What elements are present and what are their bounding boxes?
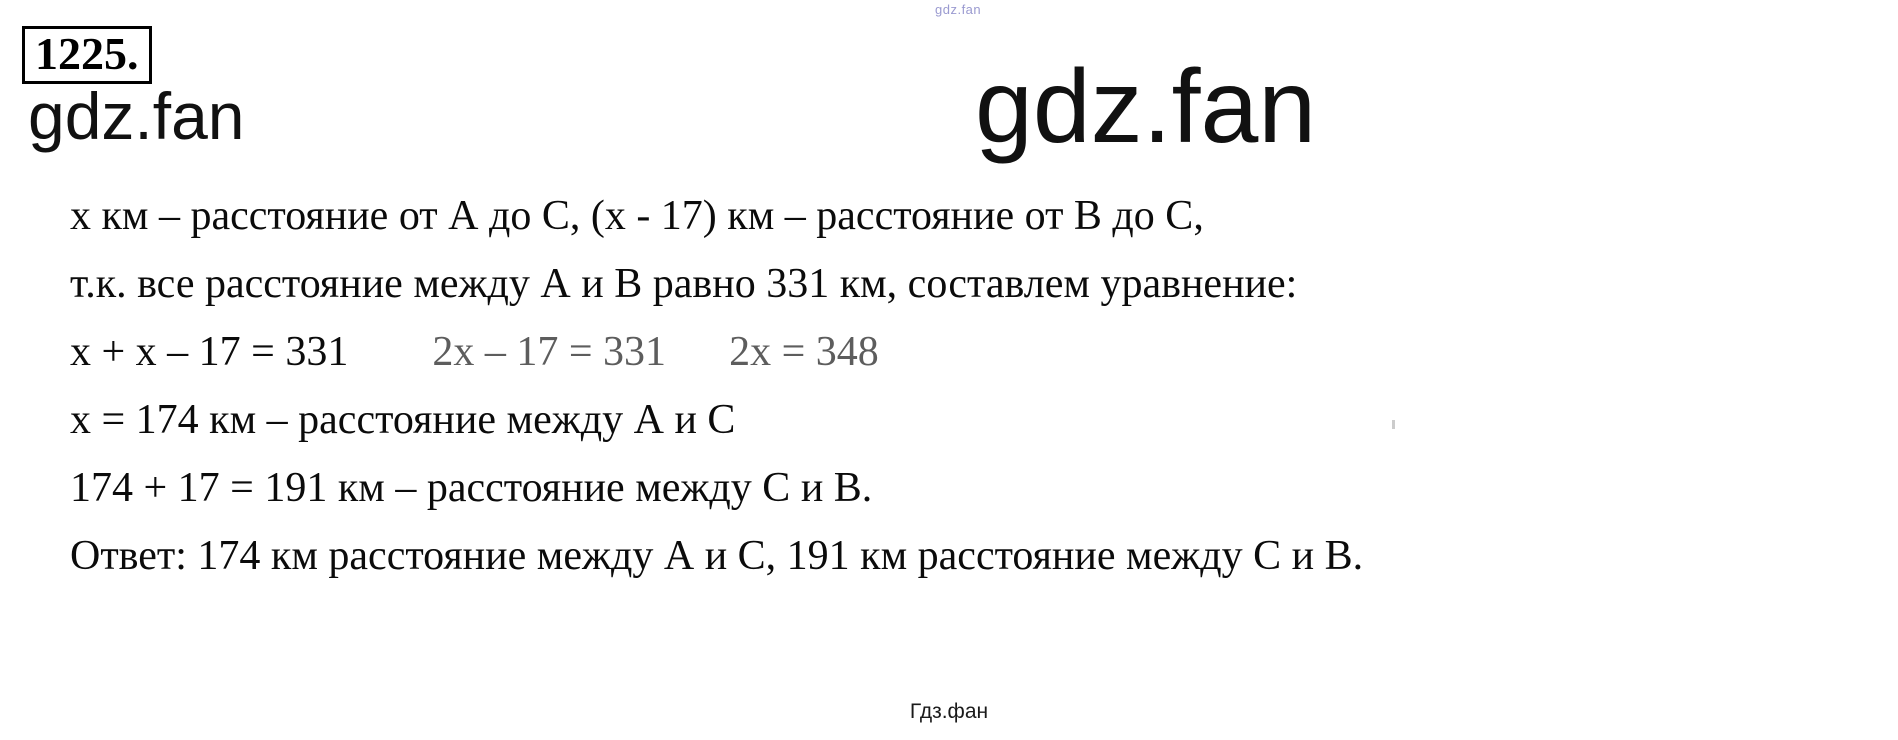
- equation-part-1: x + x – 17 = 331: [70, 329, 349, 375]
- solution-equation-line: [70, 318, 1890, 386]
- watermark-top-icon: gdz.fan: [935, 2, 982, 17]
- solution-line-1: x км – расстояние от А до С, (х - 17) км – расстояние от В до С,: [70, 193, 1204, 239]
- solution-line-4: 174 + 17 = 191 км – расстояние между С и В.: [70, 465, 873, 511]
- watermark-left-icon: gdz.fan: [28, 79, 245, 153]
- equation-gap-1: [348, 329, 432, 375]
- solution-line-3: x = 174 км – расстояние между А и С: [70, 397, 736, 443]
- solution-answer-line: Ответ: 174 км расстояние между А и С, 191 км расстояние между С и В.: [70, 533, 1364, 579]
- scan-speck-icon: [1392, 420, 1395, 429]
- equation-part-2: 2x – 17 = 331: [432, 329, 667, 375]
- exercise-number-badge: 1225.: [22, 26, 152, 84]
- page-footer: Гдз.фан: [909, 700, 989, 723]
- equation-gap-2: [666, 329, 729, 375]
- solution-body: [70, 182, 1890, 590]
- watermark-right-icon: gdz.fan: [975, 49, 1317, 165]
- solution-line-2: т.к. все расстояние между А и В равно 331 км, составлем уравнение:: [70, 261, 1298, 307]
- equation-part-3: 2x = 348: [729, 329, 879, 375]
